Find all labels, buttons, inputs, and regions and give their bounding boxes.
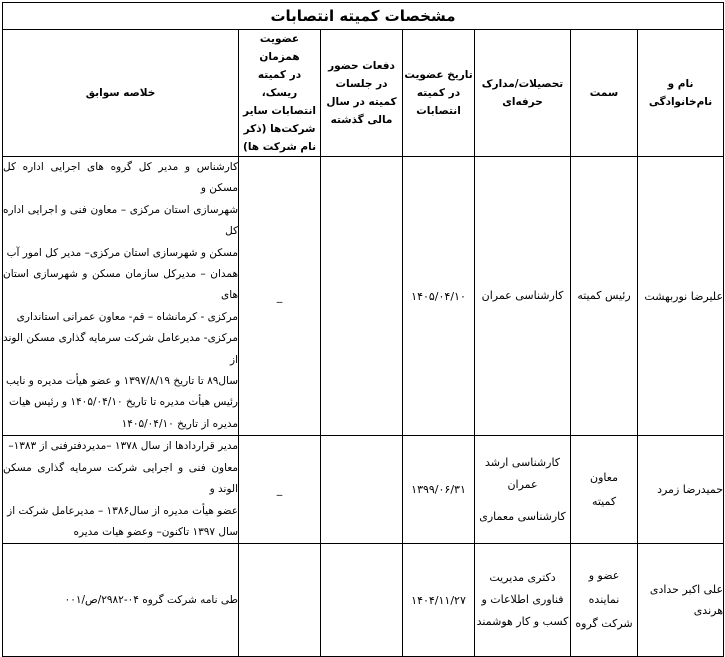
member-concurrent-membership <box>239 544 321 657</box>
text-line: دفعات حضور <box>328 60 395 72</box>
header-concurrent-membership <box>239 30 321 157</box>
text-line: نام شرکت ها) <box>243 141 317 153</box>
text-line: معاون فنی و اجرایی شرکت سرمایه گذاری مسکن الوند و <box>3 461 239 496</box>
header-name: نام و نام‌خانوادگی <box>638 30 724 157</box>
member-concurrent-membership: _ <box>239 157 321 436</box>
member-name: حمیدرضا زمرد <box>638 436 724 544</box>
text-line: کارشناس و مدیر کل گروه های اجرایی اداره کل مسکن و <box>3 161 239 195</box>
text-line: شهرسازی استان مرکزی – معاون فنی و اجرایی اداره کل <box>3 203 239 238</box>
member-education <box>475 157 571 436</box>
text-line: عضو هیأت مدیره از سال۱۳۸۶ – مدیرعامل شرکت از <box>7 504 239 517</box>
text-line: تاریخ عضویت <box>404 69 473 81</box>
table-title: مشخصات کمیته انتصابات <box>3 3 724 30</box>
header-education <box>475 30 571 157</box>
text-line: کسب و کار هوشمند <box>476 615 569 629</box>
member-attendance <box>321 544 403 657</box>
text-line: در کمیته <box>416 87 461 99</box>
text-line: انتصابات سایر <box>243 105 316 117</box>
member-position <box>571 157 638 436</box>
table-row <box>3 436 724 544</box>
text-line: عضو و <box>588 569 620 583</box>
committee-table <box>2 2 724 657</box>
text-line: سال ۱۳۹۷ تاکنون– وعضو هیات مدیره <box>73 525 239 538</box>
text-line: مدیره از تاریخ ۱۴۰۵/۰۴/۱۰ <box>121 417 239 430</box>
table-row <box>3 544 724 657</box>
member-position <box>571 544 638 657</box>
text-line: کارشناسی ارشد <box>485 455 561 469</box>
member-membership-date: ۱۴۰۴/۱۱/۲۷ <box>403 544 475 657</box>
member-name: علی اکبر حدادی هرندی <box>638 544 724 657</box>
text-line: مرکزی - کرمانشاه – قم- معاون عمرانی استانداری <box>16 310 239 323</box>
header-history: خلاصه سوابق <box>3 30 239 157</box>
member-concurrent-membership: _ <box>239 436 321 544</box>
text-line: طی نامه شرکت گروه ۰۴-۲۹۸۲/ص/۰۰۱ <box>64 593 239 606</box>
member-history <box>3 544 239 657</box>
text-line: کارشناسی عمران <box>481 289 564 303</box>
text-line: مرکزی- مدیرعامل شرکت سرمایه گذاری مسکن الوند از <box>3 332 239 366</box>
member-name: علیرضا نوربهشت <box>638 157 724 436</box>
text-line: عمران <box>507 477 538 491</box>
text-line: سال۸۹ تا تاریخ ۱۳۹۷/۸/۱۹ و عضو هیأت مدیره و نایب <box>6 375 239 388</box>
text-line: مدیر قراردادها از سال ۱۳۷۸ –مدیردفترفنی از ۱۳۸۳– <box>8 440 239 453</box>
text-line: کارشناسی معماری <box>479 509 566 523</box>
text-line: عضویت همزمان <box>259 33 300 63</box>
line-spacer <box>475 496 570 506</box>
text-line: انتصابات <box>416 105 461 117</box>
text-line: در جلسات <box>335 78 388 90</box>
member-membership-date: ۱۳۹۹/۰۶/۳۱ <box>403 436 475 544</box>
text-line: همدان – مدیرکل سازمان مسکن و شهرسازی استان های <box>3 268 239 302</box>
text-line: معاون <box>590 470 618 484</box>
text-line: در کمیته ریسک، <box>257 69 302 99</box>
member-membership-date: ۱۴۰۵/۰۴/۱۰ <box>403 157 475 436</box>
text-line: دکتری مدیریت <box>489 571 556 585</box>
header-attendance <box>321 30 403 157</box>
member-education <box>475 544 571 657</box>
text-line: نماینده <box>588 593 620 607</box>
text-line: رئیس کمیته <box>577 289 631 303</box>
text-line: مسکن و شهرسازی استان مرکزی– مدیر کل امور آب <box>6 246 239 259</box>
text-line: کمیته <box>591 494 617 508</box>
member-position <box>571 436 638 544</box>
text-line: حرفه‌ای <box>502 96 543 108</box>
member-attendance <box>321 157 403 436</box>
text-line: تحصیلات/مدارک <box>481 78 564 90</box>
member-history <box>3 157 239 436</box>
header-row <box>3 30 724 157</box>
text-line: شرکت گروه <box>575 617 633 631</box>
text-line: فناوری اطلاعات و <box>481 593 564 607</box>
text-line: شرکت‌ها (ذکر <box>243 123 316 135</box>
header-membership-date <box>403 30 475 157</box>
table-row <box>3 157 724 436</box>
member-attendance <box>321 436 403 544</box>
text-line: کمیته در سال <box>326 96 397 108</box>
member-history <box>3 436 239 544</box>
member-education <box>475 436 571 544</box>
header-position: سمت <box>571 30 638 157</box>
text-line: مالی گذشته <box>330 114 393 126</box>
text-line: رئیس هیأت مدیره تا تاریخ ۱۴۰۵/۰۴/۱۰ و رئیس هیات <box>8 396 239 409</box>
title-row <box>3 3 724 30</box>
